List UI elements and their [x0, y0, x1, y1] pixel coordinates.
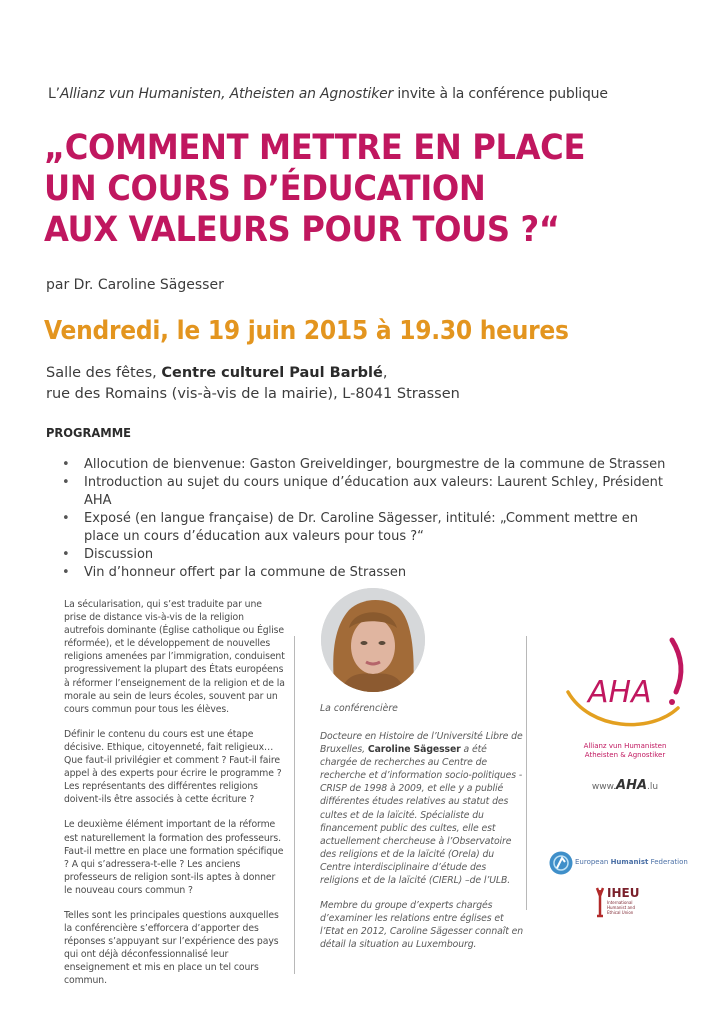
programme-item: • Vin d’honneur offert par la commune de Strassen	[62, 564, 672, 582]
programme-list	[62, 456, 672, 582]
bio-paragraph-1	[320, 730, 525, 887]
aha-subtitle-line-1: Allianz vun Humanisten	[583, 742, 667, 750]
ehf-suffix: Federation	[648, 858, 688, 866]
intro-prefix: L’	[48, 86, 60, 102]
web-suffix: .lu	[647, 782, 659, 792]
ehf-text	[575, 858, 688, 866]
aha-website-link[interactable]	[560, 778, 690, 793]
intro-organization: Allianz vun Humanisten, Atheisten an Agnostiker	[59, 86, 394, 102]
ehf-bold: Humanist	[610, 858, 649, 866]
aha-logo	[560, 630, 690, 740]
speaker-portrait	[321, 588, 425, 692]
title-line-1: „COMMENT METTRE EN PLACE	[44, 128, 586, 168]
event-venue	[46, 363, 460, 405]
description-paragraph: La sécularisation, qui s’est traduite par une prise de distance vis-à-vis de la religion autrefois dominante (Église catholique ou Église réformée), et le développement de nouvelles religions amenées par l’immigration, conduisent progressivement la plupart des États européens à réformer l’enseignement de la religion et de la morale au sein de leurs écoles, souvent par un cours commun pour tous les élèves.	[64, 599, 285, 715]
title-line-3: AUX VALEURS POUR TOUS ?“	[44, 210, 560, 250]
venue-name: Centre culturel Paul Barblé	[161, 365, 383, 381]
venue-prefix: Salle des fêtes,	[46, 365, 162, 381]
description-paragraph: Telles sont les principales questions auxquelles la conférencière s’efforcera d’apporter des réponses s’appuyant sur l’expérience des pays qui ont déjà déconfessionnalisé leur enseignement et mis en place un tel cours commun.	[64, 909, 279, 987]
speaker-caption: La conférencière	[320, 703, 398, 714]
web-brand: AHA	[616, 778, 648, 793]
bio-prefix: Docteure en Histoire de l’Université Libre de Bruxelles,	[320, 731, 523, 756]
iheu-title: IHEU	[607, 886, 640, 900]
speaker-bio	[320, 730, 525, 964]
bio-rest: a été chargée de recherches au Centre de recherche et d’information socio-politiques - CRISP de 1998 à 2009, et elle y a publié différentes études relatives au statut des cultes et de la laïcité. Spécialiste du financement public des cultes, elle est actuellement chercheuse à l’Observatoire des religions et de la laïcité (Orela) du Centre interdisciplinaire d’étude des religions et de la laïcité (CIERL) –de l’ULB.	[320, 744, 523, 887]
title-line-2: UN COURS D’ÉDUCATION	[44, 169, 486, 209]
programme-item: • Discussion	[62, 546, 672, 564]
event-date: Vendredi, le 19 juin 2015 à 19.30 heures	[44, 316, 569, 346]
ehf-prefix: European	[575, 858, 611, 866]
aha-logo-text: AHA	[588, 675, 652, 710]
iheu-figure-icon	[594, 884, 654, 920]
portrait-image	[321, 588, 425, 692]
aha-logo-icon	[560, 630, 690, 740]
web-prefix: www.	[591, 782, 617, 792]
programme-item: • Allocution de bienvenue: Gaston Greiveldinger, bourgmestre de la commune de Strassen	[62, 456, 672, 474]
programme-item: • Exposé (en langue française) de Dr. Caroline Sägesser, intitulé: „Comment mettre en place un cours d’éducation aux valeurs pour tous ?“	[62, 510, 672, 546]
svg-text:Ethical Union: Ethical Union	[607, 910, 634, 915]
aha-subtitle-line-2: Atheisten & Agnostiker	[584, 751, 666, 759]
column-divider-right	[526, 636, 527, 910]
intro-suffix: invite à la conférence publique	[393, 86, 608, 102]
speaker-byline: par Dr. Caroline Sägesser	[46, 277, 224, 293]
description-paragraph: Le deuxième élément important de la réforme est naturellement la formation des professeurs. Faut-il mettre en place une formation spécifique ? A qui s’adressera-t-elle ? Les anciens professeurs de religion sont-ils aptes à donner le nouveau cours commun ?	[64, 819, 284, 896]
description-paragraph: Définir le contenu du cours est une étape décisive. Ethique, citoyenneté, fait religieux… Que faut-il privilégier et comment ? Faut-il faire appel à des experts pour écrire le programme ? Les représentants des différentes religions doivent-ils être associés à cette écriture ?	[64, 728, 282, 806]
column-divider-left	[294, 636, 295, 974]
venue-suffix: ,	[382, 365, 388, 381]
intro-line	[48, 86, 608, 102]
bio-paragraph-2: Membre du groupe d’experts chargés d’examiner les relations entre églises et l’Etat en 2012, Caroline Sägesser connaît en détail la situation au Luxembourg.	[320, 900, 524, 951]
page-title	[44, 128, 585, 251]
svg-text:International: International	[607, 900, 633, 905]
ehf-globe-icon	[548, 850, 574, 876]
svg-text:Humanist and: Humanist and	[607, 905, 635, 910]
aha-subtitle	[560, 742, 690, 760]
iheu-logo	[594, 884, 654, 920]
programme-item: • Introduction au sujet du cours unique d’éducation aux valeurs: Laurent Schley, Président AHA	[62, 474, 672, 510]
bio-name: Caroline Sägesser	[367, 744, 461, 756]
venue-address: rue des Romains (vis-à-vis de la mairie), L-8041 Strassen	[46, 386, 460, 402]
programme-heading: PROGRAMME	[46, 425, 131, 440]
description-column	[64, 598, 286, 1000]
